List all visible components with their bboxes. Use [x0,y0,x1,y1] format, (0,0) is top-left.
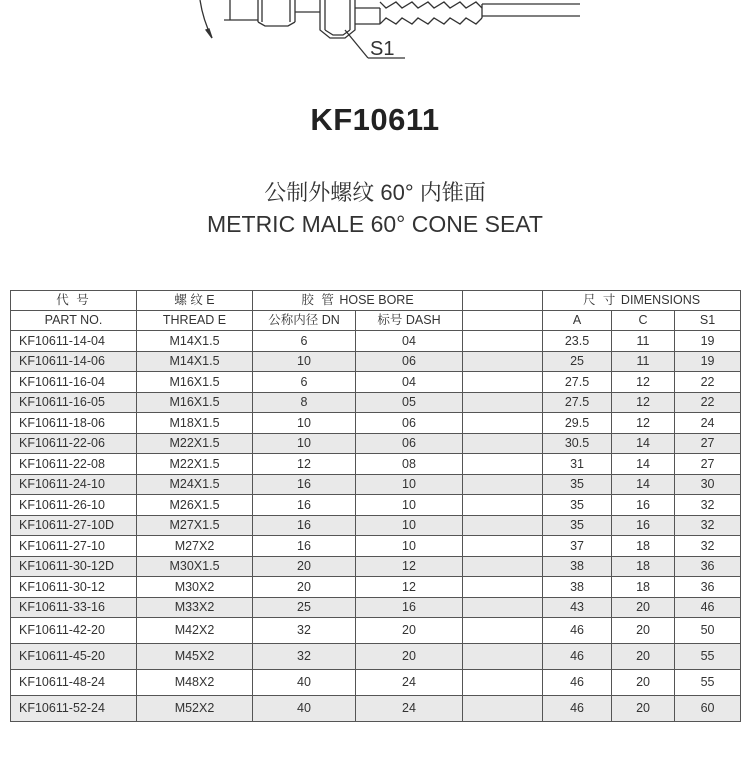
header-dimensions [543,291,741,311]
cell-thread: M16X1.5 [137,372,253,393]
cell-s1: 36 [675,556,741,577]
cell-a: 38 [543,577,612,598]
cell-dn: 10 [253,413,356,434]
cell-s1: 46 [675,597,741,618]
cell-dn: 40 [253,670,356,696]
cell-thread: M30X2 [137,577,253,598]
cell-a: 25 [543,351,612,372]
cell-c: 11 [612,351,675,372]
cell-dn: 8 [253,392,356,413]
cell-thread: M42X2 [137,618,253,644]
cell-dash: 12 [356,556,463,577]
cell-part: KF10611-48-24 [11,670,137,696]
cell-a: 35 [543,515,612,536]
cell-a: 27.5 [543,372,612,393]
cell-blank [463,670,543,696]
cell-a: 37 [543,536,612,557]
cell-part: KF10611-14-04 [11,331,137,352]
cell-dash: 04 [356,331,463,352]
cell-blank [463,474,543,495]
cell-dn: 6 [253,372,356,393]
header-blank-2 [463,311,543,331]
cell-s1: 27 [675,433,741,454]
cell-a: 46 [543,670,612,696]
cell-a: 46 [543,644,612,670]
cell-blank [463,351,543,372]
cell-s1: 19 [675,331,741,352]
cell-s1: 32 [675,495,741,516]
cell-part: KF10611-14-06 [11,351,137,372]
cell-part: KF10611-26-10 [11,495,137,516]
cell-c: 14 [612,454,675,475]
cell-dn: 16 [253,536,356,557]
cell-thread: M22X1.5 [137,454,253,475]
cell-c: 20 [612,618,675,644]
cell-blank [463,536,543,557]
cell-dash: 06 [356,413,463,434]
cell-dash: 04 [356,372,463,393]
header-hose-cn: 胶 管 [301,293,336,308]
cell-dash: 10 [356,474,463,495]
cell-dash: 06 [356,433,463,454]
cell-dn: 16 [253,495,356,516]
cell-thread: M48X2 [137,670,253,696]
cell-part: KF10611-42-20 [11,618,137,644]
table-row [11,536,741,557]
table-row [11,351,741,372]
cell-s1: 50 [675,618,741,644]
header-hose-en: HOSE BORE [339,293,414,308]
table-row [11,372,741,393]
cell-dn: 16 [253,474,356,495]
table-row [11,556,741,577]
cell-blank [463,597,543,618]
table-row [11,577,741,598]
cell-blank [463,644,543,670]
header-dash: 标号 DASH [356,311,463,331]
cell-part: KF10611-33-16 [11,597,137,618]
cell-blank [463,495,543,516]
header-dim-cn: 尺 寸 [582,293,618,308]
cell-dn: 12 [253,454,356,475]
cell-c: 16 [612,515,675,536]
header-s1: S1 [675,311,741,331]
table-body [11,331,741,722]
cell-blank [463,696,543,722]
cell-c: 20 [612,644,675,670]
cell-a: 43 [543,597,612,618]
table-row [11,454,741,475]
cell-part: KF10611-22-08 [11,454,137,475]
header-dn: 公称内径 DN [253,311,356,331]
cell-dash: 20 [356,644,463,670]
subtitle-english: METRIC MALE 60° CONE SEAT [207,211,543,237]
cell-part: KF10611-45-20 [11,644,137,670]
cell-dash: 08 [356,454,463,475]
cell-thread: M27X2 [137,536,253,557]
cell-dash: 10 [356,515,463,536]
cell-dn: 10 [253,433,356,454]
page-title: KF10611 [310,102,440,137]
cell-blank [463,556,543,577]
table-row [11,413,741,434]
cell-thread: M26X1.5 [137,495,253,516]
cell-c: 16 [612,495,675,516]
cell-s1: 27 [675,454,741,475]
table-row [11,331,741,352]
cell-thread: M18X1.5 [137,413,253,434]
cell-dn: 40 [253,696,356,722]
table-row [11,597,741,618]
cell-blank [463,454,543,475]
cell-part: KF10611-27-10 [11,536,137,557]
cell-dn: 20 [253,556,356,577]
cell-dash: 05 [356,392,463,413]
cell-part: KF10611-30-12 [11,577,137,598]
cell-thread: M52X2 [137,696,253,722]
cell-blank [463,413,543,434]
cell-a: 27.5 [543,392,612,413]
cell-dn: 32 [253,618,356,644]
cell-c: 20 [612,696,675,722]
cell-a: 29.5 [543,413,612,434]
cell-dn: 6 [253,331,356,352]
cell-c: 14 [612,433,675,454]
cell-s1: 30 [675,474,741,495]
cell-dash: 16 [356,597,463,618]
cell-a: 35 [543,495,612,516]
cell-thread: M16X1.5 [137,392,253,413]
cell-a: 46 [543,696,612,722]
cell-a: 46 [543,618,612,644]
cell-blank [463,577,543,598]
cell-c: 14 [612,474,675,495]
cell-blank [463,433,543,454]
cell-part: KF10611-27-10D [11,515,137,536]
cell-a: 31 [543,454,612,475]
cell-dash: 12 [356,577,463,598]
cell-s1: 36 [675,577,741,598]
cell-part: KF10611-52-24 [11,696,137,722]
cell-dash: 10 [356,536,463,557]
cell-dash: 20 [356,618,463,644]
table-row [11,474,741,495]
cell-blank [463,515,543,536]
cell-thread: M45X2 [137,644,253,670]
cell-thread: M30X1.5 [137,556,253,577]
header-a: A [543,311,612,331]
table-row [11,433,741,454]
cell-blank [463,392,543,413]
cell-s1: 19 [675,351,741,372]
cell-blank [463,618,543,644]
cell-a: 23.5 [543,331,612,352]
cell-dash: 06 [356,351,463,372]
cell-s1: 32 [675,536,741,557]
cell-c: 11 [612,331,675,352]
cell-dn: 16 [253,515,356,536]
cell-c: 18 [612,577,675,598]
cell-s1: 60 [675,696,741,722]
cell-c: 12 [612,392,675,413]
drawing-label-s1: S1 [370,38,395,60]
cell-part: KF10611-18-06 [11,413,137,434]
cell-part: KF10611-22-06 [11,433,137,454]
table-row [11,515,741,536]
table-row [11,670,741,696]
cell-part: KF10611-24-10 [11,474,137,495]
cell-a: 38 [543,556,612,577]
cell-dash: 24 [356,670,463,696]
cell-thread: M33X2 [137,597,253,618]
specification-table [10,290,741,722]
cell-dash: 24 [356,696,463,722]
header-thread-cn: 螺 纹 E [137,291,253,311]
cell-s1: 24 [675,413,741,434]
table-row [11,618,741,644]
cell-blank [463,331,543,352]
cell-blank [463,372,543,393]
table-row [11,495,741,516]
header-hose-bore [253,291,463,311]
cell-dn: 25 [253,597,356,618]
cell-dn: 20 [253,577,356,598]
header-blank [463,291,543,311]
cell-c: 12 [612,372,675,393]
cell-s1: 22 [675,392,741,413]
subtitle-chinese: 公制外螺纹 60° 内锥面 [264,180,486,205]
cell-c: 20 [612,597,675,618]
cell-thread: M14X1.5 [137,331,253,352]
table-row [11,392,741,413]
cell-s1: 22 [675,372,741,393]
cell-a: 35 [543,474,612,495]
header-part-cn: 代 号 [11,291,137,311]
header-c: C [612,311,675,331]
header-dim-en: DIMENSIONS [620,293,701,308]
cell-s1: 55 [675,644,741,670]
cell-s1: 55 [675,670,741,696]
cell-dash: 10 [356,495,463,516]
cell-thread: M24X1.5 [137,474,253,495]
header-part-en: PART NO. [11,311,137,331]
table-row [11,696,741,722]
fitting-drawing [0,0,750,70]
cell-dn: 10 [253,351,356,372]
cell-c: 20 [612,670,675,696]
cell-c: 12 [612,413,675,434]
cell-part: KF10611-16-04 [11,372,137,393]
cell-thread: M14X1.5 [137,351,253,372]
cell-thread: M27X1.5 [137,515,253,536]
cell-c: 18 [612,556,675,577]
cell-part: KF10611-16-05 [11,392,137,413]
cell-dn: 32 [253,644,356,670]
cell-a: 30.5 [543,433,612,454]
cell-c: 18 [612,536,675,557]
table-row [11,644,741,670]
cell-thread: M22X1.5 [137,433,253,454]
cell-s1: 32 [675,515,741,536]
header-thread-en: THREAD E [137,311,253,331]
cell-part: KF10611-30-12D [11,556,137,577]
